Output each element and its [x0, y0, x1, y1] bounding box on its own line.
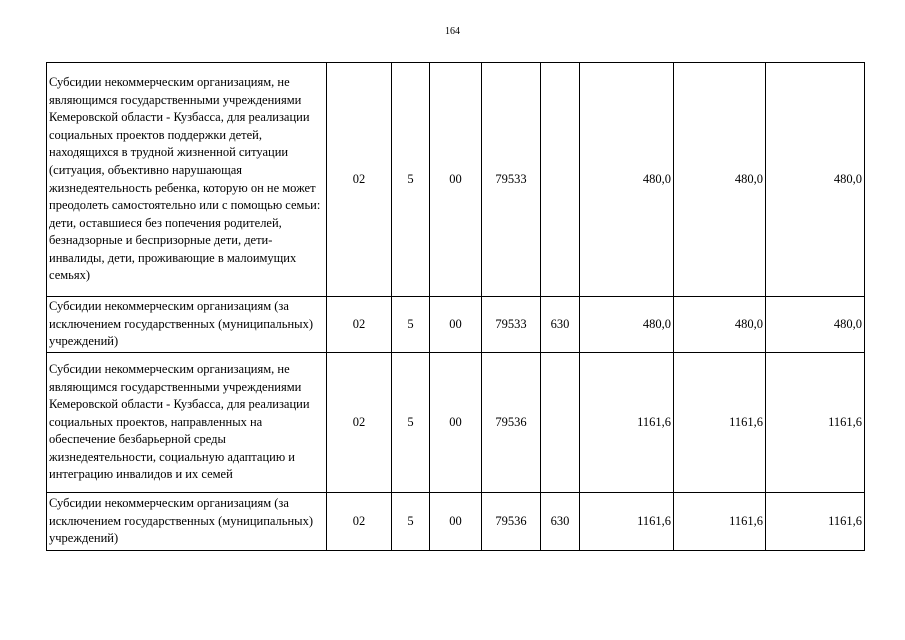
row-amount-3: 1161,6: [766, 493, 865, 551]
row-amount-2: 480,0: [674, 297, 766, 353]
row-target: 79536: [482, 353, 541, 493]
budget-table: [46, 62, 865, 551]
row-section: 02: [327, 493, 392, 551]
row-program: 00: [430, 353, 482, 493]
row-name: Субсидии некоммерческим организациям, не являющимся государственными учреждениями Кемеровской области - Кузбасса, для реализации социальных проектов, направленных на обеспечение безбарьерной среды жизнедеятельности, социальную адаптацию и интеграцию инвалидов и их семей: [47, 353, 327, 493]
row-section: 02: [327, 297, 392, 353]
table-row: [47, 63, 865, 297]
row-amount-2: 1161,6: [674, 353, 766, 493]
row-amount-1: 480,0: [580, 63, 674, 297]
row-subsection: 5: [392, 493, 430, 551]
row-expense-type: [541, 63, 580, 297]
row-amount-1: 1161,6: [580, 493, 674, 551]
row-expense-type: 630: [541, 493, 580, 551]
row-program: 00: [430, 493, 482, 551]
row-name: Субсидии некоммерческим организациям (за исключением государственных (муниципальных) учреждений): [47, 493, 327, 551]
row-amount-3: 480,0: [766, 63, 865, 297]
row-section: 02: [327, 63, 392, 297]
row-expense-type: [541, 353, 580, 493]
row-expense-type: 630: [541, 297, 580, 353]
row-name: Субсидии некоммерческим организациям (за исключением государственных (муниципальных) учреждений): [47, 297, 327, 353]
row-target: 79536: [482, 493, 541, 551]
row-amount-3: 1161,6: [766, 353, 865, 493]
row-target: 79533: [482, 63, 541, 297]
row-program: 00: [430, 297, 482, 353]
row-program: 00: [430, 63, 482, 297]
row-subsection: 5: [392, 297, 430, 353]
row-amount-1: 480,0: [580, 297, 674, 353]
table-row: [47, 493, 865, 551]
row-amount-1: 1161,6: [580, 353, 674, 493]
row-subsection: 5: [392, 63, 430, 297]
row-amount-3: 480,0: [766, 297, 865, 353]
row-target: 79533: [482, 297, 541, 353]
row-section: 02: [327, 353, 392, 493]
table-row: [47, 353, 865, 493]
row-subsection: 5: [392, 353, 430, 493]
row-name: Субсидии некоммерческим организациям, не являющимся государственными учреждениями Кемеровской области - Кузбасса, для реализации социальных проектов поддержки детей, находящихся в трудной жизненной ситуации (ситуация, объективно нарушающая жизнедеятельность ребенка, которую он не может преодолеть самостоятельно или с помощью семьи: дети, оставшиеся без попечения родителей, безнадзорные и беспризорные дети, дети-инвалиды, дети, проживающие в малоимущих семьях): [47, 63, 327, 297]
page-number: 164: [445, 26, 460, 37]
row-amount-2: 1161,6: [674, 493, 766, 551]
row-amount-2: 480,0: [674, 63, 766, 297]
table-row: [47, 297, 865, 353]
